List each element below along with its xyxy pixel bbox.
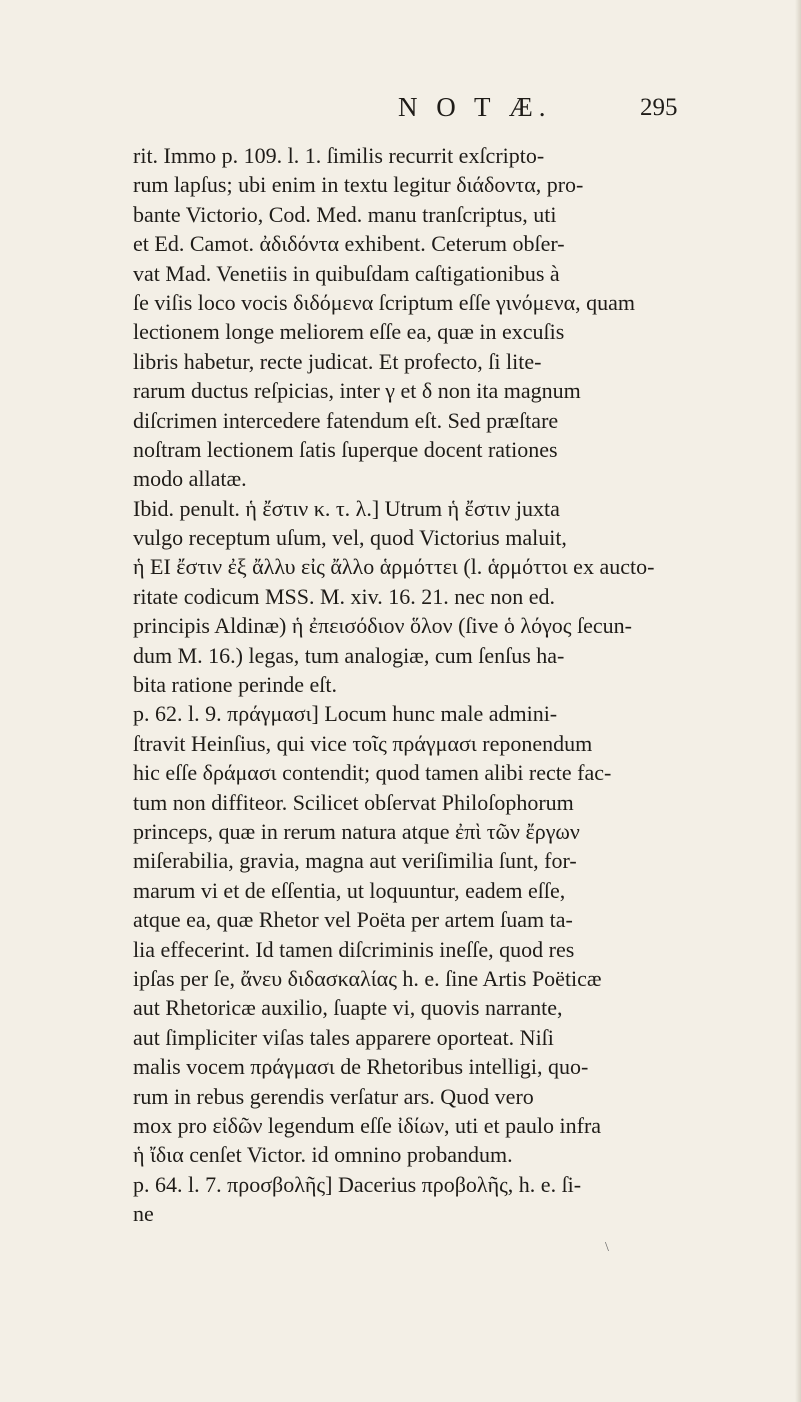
text-line: modo allatæ. [133, 466, 247, 492]
text-line: principis Aldinæ) ἡ ἐπεισόδιον ὅλον (ſive ὁ λόγος ſecun- [133, 613, 632, 639]
text-line: tum non diffiteor. Scilicet obſervat Philoſophorum [133, 789, 574, 815]
text-line: dum M. 16.) legas, tum analogiæ, cum ſenſus ha- [133, 642, 565, 668]
text-line: p. 64. l. 7. προσβολῆς] Dacerius προβολῆς, h. e. ſi- [133, 1171, 582, 1197]
text-line: atque ea, quæ Rhetor vel Poëta per artem ſuam ta- [133, 907, 573, 933]
text-line: ſtravit Heinſius, qui vice τοῖς πράγμασι reponendum [133, 730, 593, 756]
text-line: diſcrimen intercedere fatendum eſt. Sed præſtare [133, 407, 559, 433]
text-line: ἡ ἴδια cenſet Victor. id omnino probandum. [133, 1142, 513, 1168]
text-line: vat Mad. Venetiis in quibuſdam caſtigationibus à [133, 260, 560, 286]
running-head [0, 92, 801, 126]
text-line: bante Victorio, Cod. Med. manu tranſcriptus, uti [133, 201, 557, 227]
text-line: et Ed. Camot. ἀδιδόντα exhibent. Ceterum obſer- [133, 231, 565, 257]
text-line: hic eſſe δράμασι contendit; quod tamen alibi recte fac- [133, 760, 612, 786]
text-line: rum lapſus; ubi enim in textu legitur διάδοντα, pro- [133, 172, 584, 198]
text-line: princeps, quæ in rerum natura atque ἐπὶ τῶν ἔργων [133, 818, 580, 844]
text-line: bita ratione perinde eſt. [133, 672, 338, 698]
text-line: mox pro εἰδῶν legendum eſſe ἰδίων, uti et paulo infra [133, 1112, 602, 1138]
text-line: ἡ ΕΙ ἔστιν ἐξ ἄλλυ εἰς ἄλλο ἁρμόττει (l. ἁρμόττοι ex aucto- [133, 554, 655, 580]
running-title: N O T Æ. [398, 92, 552, 122]
page-number: 295 [640, 94, 678, 121]
text-line: noſtram lectionem ſatis ſuperque docent rationes [133, 436, 558, 462]
text-line: aut ſimpliciter viſas tales apparere oporteat. Niſi [133, 1024, 554, 1050]
text-line: lia effecerint. Id tamen diſcriminis ineſſe, quod res [133, 936, 575, 962]
text-line: lectionem longe meliorem eſſe ea, quæ in excuſis [133, 319, 565, 345]
text-line: ipſas per ſe, ἄνευ διδασκαλίας h. e. ſine Artis Poëticæ [133, 965, 602, 991]
margin-mark: \ [605, 1240, 609, 1255]
page-edge [795, 0, 801, 1402]
text-line: libris habetur, recte judicat. Et profecto, ſi lite- [133, 348, 542, 374]
text-line: rum in rebus gerendis verſatur ars. Quod vero [133, 1083, 534, 1109]
text-line: miſerabilia, gravia, magna aut veriſimilia ſunt, for- [133, 848, 577, 874]
text-line: rit. Immo p. 109. l. 1. ſimilis recurrit exſcripto- [133, 143, 545, 168]
text-block [133, 141, 688, 1228]
text-line: vulgo receptum uſum, vel, quod Victorius maluit, [133, 525, 567, 551]
text-line: ſe viſis loco vocis διδόμενα ſcriptum eſſe γινόμενα, quam [133, 289, 636, 315]
text-line: marum vi et de eſſentia, ut loquuntur, eadem eſſe, [133, 877, 566, 903]
text-line: ritate codicum MSS. M. xiv. 16. 21. nec non ed. [133, 583, 556, 609]
text-line: p. 62. l. 9. πράγμασι] Locum hunc male admini- [133, 701, 558, 727]
text-line: rarum ductus reſpicias, inter γ et δ non ita magnum [133, 378, 581, 404]
text-line: aut Rhetoricæ auxilio, ſuapte vi, quovis narrante, [133, 995, 563, 1021]
text-line: ne [133, 1201, 154, 1227]
text-line: malis vocem πράγμασι de Rhetoribus intelligi, quo- [133, 1054, 589, 1080]
text-line: Ibid. penult. ἡ ἔστιν κ. τ. λ.] Utrum ἡ ἔστιν juxta [133, 495, 560, 521]
